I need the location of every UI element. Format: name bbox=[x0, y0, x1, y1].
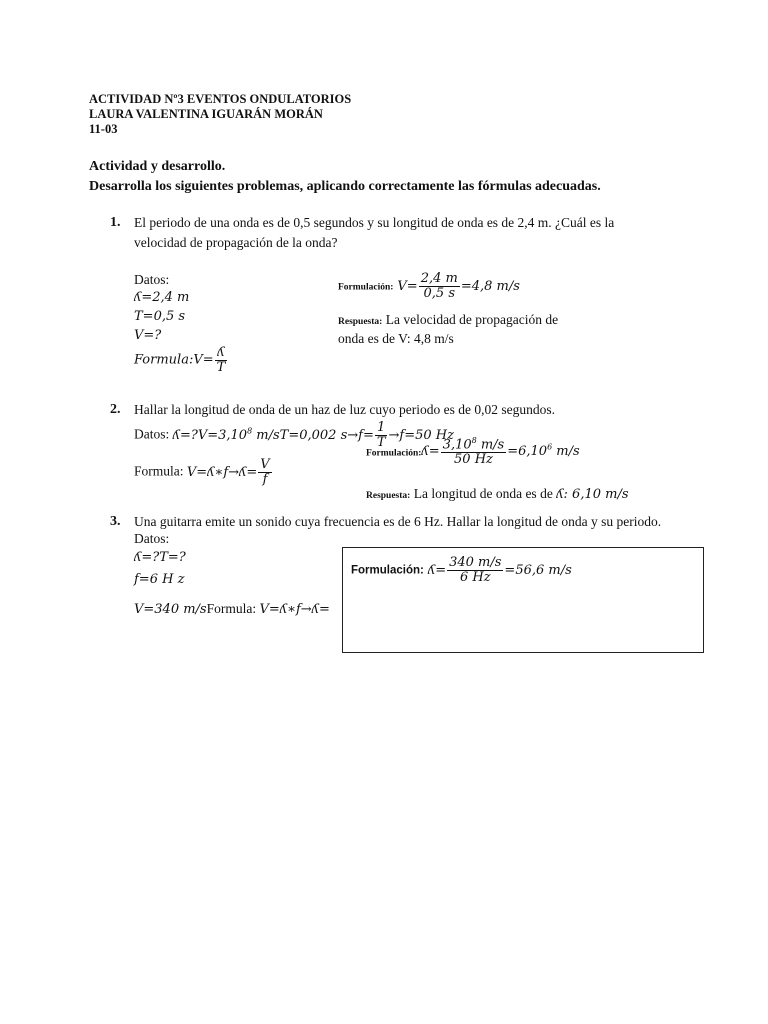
problem-1-formulacion bbox=[338, 272, 520, 300]
problem-3-datos-label: Datos: bbox=[134, 531, 170, 546]
problem-1-datos-label: Datos: bbox=[134, 272, 170, 287]
problem-3-formulacion bbox=[351, 556, 572, 584]
problem-2-respuesta-text: La longitud de onda es de bbox=[410, 486, 557, 501]
problem-3-formulacion-label: Formulación: bbox=[351, 564, 424, 577]
problem-3-formula-expression: V=ʎ∗f→ʎ= bbox=[259, 602, 330, 617]
problem-2-formulacion-lhs: ʎ= bbox=[421, 444, 440, 460]
intro-instructions: Desarrolla los siguientes problemas, aplicando correctamente las fórmulas adecuadas. bbox=[89, 179, 601, 194]
problem-2-datos-exponent: 8 bbox=[247, 426, 253, 436]
problem-1-respuesta-text-line1: La velocidad de propagación de bbox=[382, 312, 559, 327]
problem-3-velocity-formula bbox=[134, 600, 330, 618]
problem-1-formula-denominator: T bbox=[216, 359, 226, 375]
problem-2-formulacion-numerator: 3,10 bbox=[442, 437, 472, 453]
problem-2-respuesta bbox=[366, 485, 629, 503]
problem-1-formulacion-label: Formulación: bbox=[338, 282, 394, 293]
problem-3-formula-label: Formula: bbox=[206, 601, 260, 616]
problem-3-formulacion-lhs: ʎ= bbox=[427, 562, 447, 578]
problem-1-number: 1. bbox=[110, 215, 121, 230]
problem-1-formulacion-denominator: 0,5 s bbox=[423, 285, 456, 301]
problem-2-number: 2. bbox=[110, 402, 121, 417]
problem-1-respuesta-label: Respuesta: bbox=[338, 317, 383, 327]
problem-1-respuesta-text-line2: onda es de V: 4,8 m/s bbox=[338, 331, 454, 346]
problem-3-statement: Una guitarra emite un sonido cuya frecuencia es de 6 Hz. Hallar la longitud de onda y su periodo. bbox=[134, 514, 662, 529]
problem-2-formula-label: Formula: bbox=[134, 463, 187, 479]
problem-2-datos-frac-denominator: T bbox=[376, 434, 386, 450]
header-group: 11-03 bbox=[89, 122, 118, 136]
problem-2-formulacion-result-unit: m/s bbox=[552, 444, 580, 460]
problem-1-respuesta bbox=[338, 311, 558, 329]
problem-2-formulacion-result: =6,10 bbox=[507, 444, 548, 460]
problem-3-formulacion-numerator: 340 m/s bbox=[449, 555, 502, 570]
problem-3-dato-frequency: f=6 H z bbox=[134, 572, 185, 587]
problem-2-formula-denominator: f bbox=[262, 471, 268, 487]
problem-1-formula-numerator: ʎ bbox=[217, 345, 225, 360]
problem-1-formulacion-numerator: 2,4 m bbox=[420, 271, 458, 286]
problem-1-dato-period: T=0,5 s bbox=[134, 309, 186, 324]
problem-2-formulacion-result-exponent: 6 bbox=[547, 442, 553, 452]
problem-3-formulacion-box bbox=[342, 547, 704, 653]
problem-1-dato-velocity: V=? bbox=[134, 328, 162, 343]
problem-2-datos-period: m/sT=0,002 s→f= bbox=[252, 427, 374, 443]
problem-1-formulacion-lhs: V= bbox=[397, 278, 418, 294]
problem-2-datos-frequency: →f=50 Hz bbox=[388, 427, 454, 443]
header-student-name: LAURA VALENTINA IGUARÁN MORÁN bbox=[89, 107, 323, 121]
problem-2-datos-frac-numerator: 1 bbox=[377, 420, 386, 435]
problem-2-formula-expression: V=ʎ∗f→ʎ= bbox=[186, 464, 258, 480]
intro-title: Actividad y desarrollo. bbox=[89, 159, 226, 174]
problem-2-formulacion-numerator-unit: m/s bbox=[476, 437, 505, 453]
problem-2-statement: Hallar la longitud de onda de un haz de luz cuyo periodo es de 0,02 segundos. bbox=[134, 402, 556, 417]
problem-3-formulacion-denominator: 6 Hz bbox=[459, 569, 491, 585]
problem-3-number: 3. bbox=[110, 514, 121, 529]
problem-3-dato-velocity: V=340 m/s bbox=[134, 602, 207, 617]
problem-1-formula-lhs: Formula:V= bbox=[134, 352, 214, 368]
problem-2-respuesta-value: ʎ: 6,10 m/s bbox=[556, 487, 629, 502]
problem-2-formula-numerator: V bbox=[260, 457, 270, 472]
problem-2-formulacion-numerator-exponent: 8 bbox=[471, 436, 477, 445]
problem-2-formulacion-denominator: 50 Hz bbox=[454, 451, 493, 467]
problem-2-formula bbox=[134, 458, 273, 486]
problem-1-statement-line2: velocidad de propagación de la onda? bbox=[134, 235, 338, 250]
problem-2-datos-label: Datos: bbox=[134, 426, 173, 442]
problem-1-formulacion-result: =4,8 m/s bbox=[460, 278, 520, 294]
problem-3-formulacion-result: =56,6 m/s bbox=[504, 562, 572, 578]
problem-2-datos-values: ʎ=?V=3,10 bbox=[172, 427, 248, 443]
problem-2-respuesta-label: Respuesta: bbox=[366, 491, 411, 501]
header-title: ACTIVIDAD Nº3 EVENTOS ONDULATORIOS bbox=[89, 92, 352, 106]
problem-1-formula bbox=[134, 346, 228, 374]
problem-3-dato-wavelength-period: ʎ=?T=? bbox=[134, 550, 186, 565]
problem-1-statement-line1: El periodo de una onda es de 0,5 segundos y su longitud de onda es de 2,4 m. ¿Cuál es la bbox=[134, 215, 615, 230]
problem-1-dato-wavelength: ʎ=2,4 m bbox=[134, 290, 190, 305]
problem-2-formulacion-label: Formulación: bbox=[366, 448, 422, 459]
